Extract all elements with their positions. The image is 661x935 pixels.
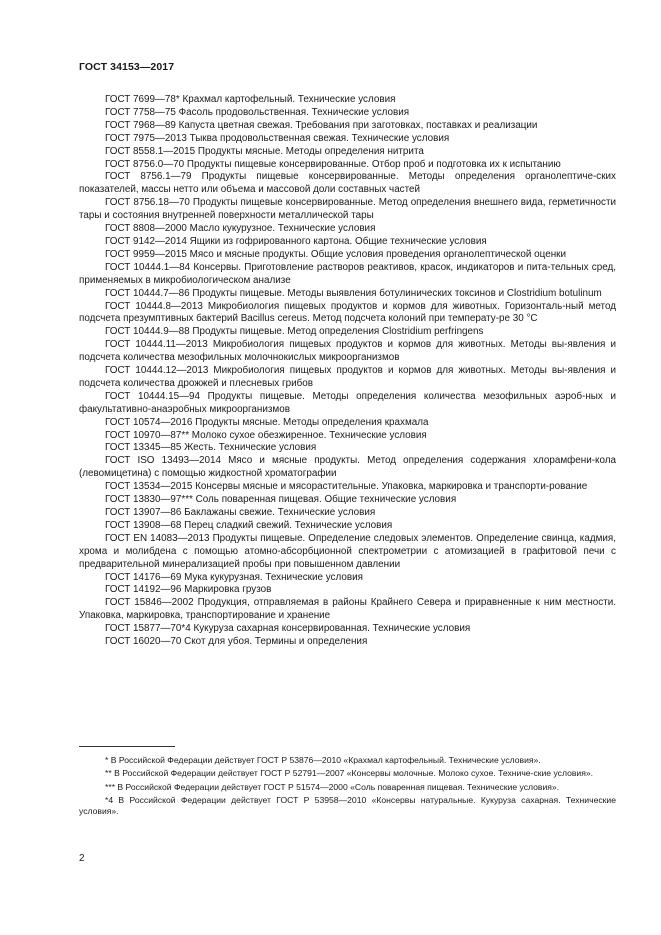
reference-entry: ГОСТ 10444.9—88 Продукты пищевые. Метод определения Clostridium perfringens (105, 326, 484, 338)
reference-entry: ГОСТ 15846—2002 Продукция, отправляемая в районы Крайнего Севера и приравненные к ним местности. Упаковка, маркировка, транспортирование и хранение (79, 597, 616, 622)
reference-entry: ГОСТ 14192—96 Маркировка грузов (105, 584, 272, 596)
reference-entry: ГОСТ 10444.11—2013 Микробиология пищевых продуктов и кормов для животных. Методы вы-явления и подсчета количества мезофильных молочнокислых микроорганизмов (79, 339, 616, 364)
reference-entry: ГОСТ EN 14083—2013 Продукты пищевые. Определение следовых элементов. Определение свинца, кадмия, хрома и молибдена с помощью атомно-абсорбционной спектрометрии с атомизацией в графитовой печи с предварительной минерализацией пробы при повышенном давлении (79, 532, 616, 570)
footnote-entry: * В Российской Федерации действует ГОСТ Р 53876—2010 «Крахмал картофельный. Технические условия». (105, 755, 541, 765)
reference-entry: ГОСТ 13908—68 Перец сладкий свежий. Технические условия (105, 519, 393, 531)
reference-entry: ГОСТ 8558.1—2015 Продукты мясные. Методы определения нитрита (105, 145, 424, 157)
reference-entry: ГОСТ 7758—75 Фасоль продовольственная. Технические условия (105, 106, 410, 118)
reference-entry: ГОСТ 10574—2016 Продукты мясные. Методы определения крахмала (105, 416, 429, 428)
reference-entry: ГОСТ 13830—97*** Соль поваренная пищевая. Общие технические условия (105, 494, 457, 506)
reference-entry: ГОСТ 14176—69 Мука кукурузная. Технические условия (105, 571, 363, 583)
page-header-title: ГОСТ 34153—2017 (79, 61, 175, 73)
reference-entry: ГОСТ 7975—2013 Тыква продовольственная свежая. Технические условия (105, 132, 450, 144)
reference-entry: ГОСТ 9142—2014 Ящики из гофрированного картона. Общие технические условия (105, 235, 487, 247)
reference-entry: ГОСТ 8756.18—70 Продукты пищевые консервированные. Метод определения внешнего вида, герметичности тары и состояния внутренней поверхности металлической тары (79, 197, 616, 222)
reference-entry: ГОСТ 8808—2000 Масло кукурузное. Технические условия (105, 223, 376, 235)
reference-entry: ГОСТ 7699—78* Крахмал картофельный. Технические условия (105, 94, 396, 105)
reference-entry: ГОСТ 15877—70*4 Кукуруза сахарная консервированная. Технические условия (105, 623, 471, 635)
page-number: 2 (79, 853, 85, 864)
normative-references-list (79, 94, 616, 649)
reference-entry: ГОСТ 10444.7—86 Продукты пищевые. Методы выявления ботулинических токсинов и Clostridium botulinum (105, 287, 602, 299)
reference-entry: ГОСТ 10444.1—84 Консервы. Приготовление растворов реактивов, красок, индикаторов и пита-тельных сред, применяемых в микробиологическом анализе (79, 261, 616, 286)
reference-entry: ГОСТ ISO 13493—2014 Мясо и мясные продукты. Метод определения содержания хлорамфени-кола (левомицетина) с помощью жидкостной хроматографии (79, 455, 616, 480)
reference-entry: ГОСТ 13534—2015 Консервы мясные и мясорастительные. Упаковка, маркировка и транспорти-рование (105, 481, 588, 493)
reference-entry: ГОСТ 13345—85 Жесть. Технические условия (105, 442, 317, 454)
reference-entry: ГОСТ 13907—86 Баклажаны свежие. Технические условия (105, 507, 376, 518)
footnote-entry: ** В Российской Федерации действует ГОСТ Р 52791—2007 «Консервы молочные. Молоко сухое. Техниче-ские условия». (105, 768, 594, 779)
footnotes-block (79, 755, 616, 819)
reference-entry: ГОСТ 7968—89 Капуста цветная свежая. Требования при заготовках, поставках и реализации (105, 119, 538, 131)
reference-entry: ГОСТ 10970—87** Молоко сухое обезжиренное. Технические условия (105, 429, 427, 441)
footnote-entry: *** В Российской Федерации действует ГОСТ Р 51574—2000 «Соль поваренная пищевая. Технические условия». (105, 781, 560, 792)
reference-entry: ГОСТ 10444.15—94 Продукты пищевые. Методы определения количества мезофильных аэроб-ных и факультативно-анаэробных микроорганизмов (79, 390, 616, 415)
reference-entry: ГОСТ 16020—70 Скот для убоя. Термины и определения (105, 636, 368, 648)
reference-entry: ГОСТ 8756.0—70 Продукты пищевые консервированные. Отбор проб и подготовка их к испытанию (105, 158, 561, 170)
footnote-divider (79, 746, 175, 747)
reference-entry: ГОСТ 10444.8—2013 Микробиология пищевых продуктов и кормов для животных. Горизонталь-ный метод подсчета презумптивных бактерий Bacillus cereus. Метод подсчета колоний при температу-ре 30 °С (79, 300, 616, 325)
reference-entry: ГОСТ 9959—2015 Мясо и мясные продукты. Общие условия проведения органолептической оценки (105, 248, 566, 260)
footnote-entry: *4 В Российской Федерации действует ГОСТ Р 53958—2010 «Консервы натуральные. Кукуруза сахарная. Технические условия». (79, 794, 616, 817)
reference-entry: ГОСТ 10444.12—2013 Микробиология пищевых продуктов и кормов для животных. Методы вы-явления и подсчета количества дрожжей и плесневых грибов (79, 365, 616, 389)
reference-entry: ГОСТ 8756.1—79 Продукты пищевые консервированные. Методы определения органолептиче-ских показателей, массы нетто или объема и массовой доли составных частей (79, 171, 616, 196)
